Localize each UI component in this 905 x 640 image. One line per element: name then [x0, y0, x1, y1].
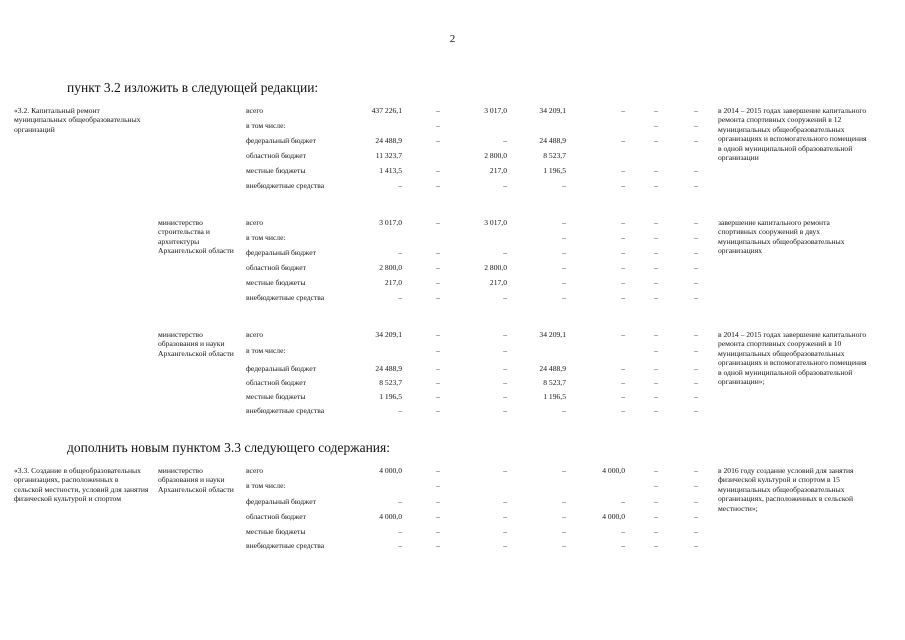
row-label: в том числе: — [246, 481, 286, 490]
row-value-c5: – — [621, 330, 625, 339]
row-value-c7: – — [694, 497, 698, 506]
row-value-c5: – — [621, 136, 625, 145]
row-value-c2: – — [436, 392, 440, 401]
row-value-c3: 2 800,0 — [484, 263, 507, 272]
row-value-c2: – — [436, 497, 440, 506]
row-value-c6: – — [654, 392, 658, 401]
row-value-c3: – — [503, 346, 507, 355]
row-value-c3: – — [503, 293, 507, 302]
row-label: в том числе: — [246, 233, 286, 242]
row-value-c3: – — [503, 541, 507, 550]
row-label: внебюджетные средства — [246, 293, 325, 302]
row-label: федеральный бюджет — [246, 364, 316, 373]
row-value-c2: – — [436, 136, 440, 145]
row-value-c3: – — [503, 466, 507, 475]
section-3-3-executor: министерство образования и науки Архангельской области — [158, 466, 234, 494]
row-value-c5: – — [621, 218, 625, 227]
row-value-c4: 8 523,7 — [543, 151, 566, 160]
row-value-c2: – — [436, 527, 440, 536]
row-value-c2: – — [436, 166, 440, 175]
row-value-c5: – — [621, 106, 625, 115]
row-value-c1: – — [398, 406, 402, 415]
row-value-c6: – — [654, 527, 658, 536]
row-value-c1: 34 209,1 — [375, 330, 402, 339]
row-value-c4: – — [562, 263, 566, 272]
row-label: областной бюджет — [246, 378, 306, 387]
heading-item-3-3: дополнить новым пунктом 3.3 следующего содержания: — [67, 440, 390, 455]
row-label: внебюджетные средства — [246, 541, 325, 550]
row-value-c4: – — [562, 527, 566, 536]
row-value-c6: – — [654, 541, 658, 550]
row-value-c3: 3 017,0 — [484, 106, 507, 115]
row-value-c4: – — [562, 512, 566, 521]
row-value-c3: – — [503, 406, 507, 415]
row-value-c5: – — [621, 293, 625, 302]
row-value-c6: – — [654, 166, 658, 175]
row-value-c7: – — [694, 481, 698, 490]
row-value-c6: – — [654, 512, 658, 521]
row-value-c1: 1 413,5 — [379, 166, 402, 175]
row-value-c1: – — [398, 293, 402, 302]
row-label: всего — [246, 218, 264, 227]
row-value-c4: 1 196,5 — [543, 392, 566, 401]
row-label: местные бюджеты — [246, 527, 306, 536]
row-label: всего — [246, 330, 264, 339]
row-value-c1: 4 000,0 — [379, 512, 402, 521]
row-value-c2: – — [436, 364, 440, 373]
row-value-c4: 24 488,9 — [539, 136, 566, 145]
row-value-c3: – — [503, 248, 507, 257]
row-value-c6: – — [654, 218, 658, 227]
row-label: областной бюджет — [246, 263, 306, 272]
row-value-c6: – — [654, 466, 658, 475]
row-value-c6: – — [654, 248, 658, 257]
row-value-c5: – — [621, 364, 625, 373]
row-value-c7: – — [694, 248, 698, 257]
row-value-c5: – — [621, 378, 625, 387]
row-value-c5: – — [621, 527, 625, 536]
row-value-c4: 34 209,1 — [539, 106, 566, 115]
row-value-c1: 24 488,9 — [375, 136, 402, 145]
row-value-c3: – — [503, 527, 507, 536]
row-label: внебюджетные средства — [246, 406, 325, 415]
row-value-c2: – — [436, 263, 440, 272]
row-value-c7: – — [694, 466, 698, 475]
section-3-2-result: в 2014 – 2015 годах завершение капитального ремонта спортивных сооружений в 12 муниципальных общеобразовательных организациях и вспомогательного помещения в одной муниципальной образовательной организации — [718, 106, 867, 163]
row-value-c6: – — [654, 121, 658, 130]
row-value-c2: – — [436, 248, 440, 257]
row-label: федеральный бюджет — [246, 136, 316, 145]
row-value-c4: 34 209,1 — [539, 330, 566, 339]
row-value-c1: 2 800,0 — [379, 263, 402, 272]
row-value-c6: – — [654, 346, 658, 355]
row-value-c1: – — [398, 527, 402, 536]
row-value-c6: – — [654, 233, 658, 242]
section-3-3-result: в 2016 году создание условий для занятия физической культурой и спортом в 15 муниципальных общеобразовательных организациях, расположенных в сельской местности»; — [718, 466, 854, 513]
row-value-c2: – — [436, 466, 440, 475]
row-value-c5: – — [621, 166, 625, 175]
row-value-c6: – — [654, 497, 658, 506]
row-value-c2: – — [436, 378, 440, 387]
page-number: 2 — [449, 33, 456, 45]
row-value-c6: – — [654, 278, 658, 287]
row-value-c7: – — [694, 278, 698, 287]
row-value-c7: – — [694, 233, 698, 242]
row-value-c6: – — [654, 181, 658, 190]
row-value-c4: – — [562, 181, 566, 190]
row-value-c1: 8 523,7 — [379, 378, 402, 387]
row-value-c7: – — [694, 330, 698, 339]
row-value-c4: – — [562, 278, 566, 287]
row-value-c7: – — [694, 406, 698, 415]
row-value-c1: 217,0 — [384, 278, 402, 287]
section-3-2-a-executor: министерство строительства и архитектуры Архангельской области — [158, 218, 234, 256]
row-value-c7: – — [694, 293, 698, 302]
row-value-c5: – — [621, 263, 625, 272]
row-value-c4: – — [562, 293, 566, 302]
row-value-c7: – — [694, 541, 698, 550]
row-value-c2: – — [436, 121, 440, 130]
row-value-c7: – — [694, 346, 698, 355]
row-value-c4: – — [562, 466, 566, 475]
row-value-c4: 8 523,7 — [543, 378, 566, 387]
row-label: в том числе: — [246, 121, 286, 130]
section-3-3-title: «3.3. Создание в общеобразовательных организациях, расположенных в сельской местности, условий для занятия физической культурой и спортом — [14, 466, 149, 504]
row-value-c1: – — [398, 497, 402, 506]
row-value-c4: 24 488,9 — [539, 364, 566, 373]
row-value-c6: – — [654, 263, 658, 272]
row-value-c3: – — [503, 136, 507, 145]
row-value-c7: – — [694, 392, 698, 401]
row-value-c6: – — [654, 406, 658, 415]
row-value-c4: – — [562, 218, 566, 227]
row-value-c7: – — [694, 263, 698, 272]
row-label: всего — [246, 106, 264, 115]
row-value-c7: – — [694, 527, 698, 536]
row-value-c6: – — [654, 293, 658, 302]
row-value-c3: 2 800,0 — [484, 151, 507, 160]
row-value-c2: – — [436, 512, 440, 521]
row-value-c7: – — [694, 218, 698, 227]
row-value-c5: – — [621, 181, 625, 190]
row-value-c4: – — [562, 541, 566, 550]
row-value-c7: – — [694, 378, 698, 387]
row-value-c3: – — [503, 181, 507, 190]
row-value-c3: 217,0 — [489, 166, 507, 175]
row-value-c6: – — [654, 364, 658, 373]
heading-item-3-2: пункт 3.2 изложить в следующей редакции: — [67, 80, 319, 95]
row-value-c3: – — [503, 330, 507, 339]
row-value-c4: – — [562, 248, 566, 257]
row-value-c7: – — [694, 136, 698, 145]
row-value-c2: – — [436, 278, 440, 287]
row-label: местные бюджеты — [246, 392, 306, 401]
row-value-c3: 3 017,0 — [484, 218, 507, 227]
row-value-c2: – — [436, 541, 440, 550]
row-value-c5: – — [621, 497, 625, 506]
row-value-c6: – — [654, 378, 658, 387]
row-value-c2: – — [436, 346, 440, 355]
row-value-c5: 4 000,0 — [602, 512, 625, 521]
row-value-c1: 11 323,7 — [375, 151, 402, 160]
row-value-c4: – — [562, 233, 566, 242]
section-3-2-title: «3.2. Капитальный ремонт муниципальных общеобразовательных организаций — [14, 106, 141, 134]
row-value-c2: – — [436, 481, 440, 490]
row-value-c3: 217,0 — [489, 278, 507, 287]
row-value-c1: – — [398, 541, 402, 550]
row-value-c4: – — [562, 497, 566, 506]
row-value-c5: – — [621, 278, 625, 287]
row-label: федеральный бюджет — [246, 248, 316, 257]
row-value-c5: 4 000,0 — [602, 466, 625, 475]
row-value-c7: – — [694, 121, 698, 130]
section-3-2-b-result: в 2014 – 2015 годах завершение капитального ремонта спортивных сооружений в 10 муниципальных общеобразовательных организациях и вспомогательного помещения в одной муниципальной образовательной организации»; — [718, 330, 867, 387]
row-value-c6: – — [654, 481, 658, 490]
row-value-c1: 437 226,1 — [371, 106, 402, 115]
row-value-c5: – — [621, 392, 625, 401]
row-value-c5: – — [621, 248, 625, 257]
row-value-c3: – — [503, 497, 507, 506]
row-value-c4: 1 196,5 — [543, 166, 566, 175]
row-value-c1: 3 017,0 — [379, 218, 402, 227]
row-value-c2: – — [436, 218, 440, 227]
row-label: всего — [246, 466, 264, 475]
row-value-c6: – — [654, 106, 658, 115]
row-value-c1: 4 000,0 — [379, 466, 402, 475]
row-value-c3: – — [503, 364, 507, 373]
row-value-c1: 24 488,9 — [375, 364, 402, 373]
row-value-c7: – — [694, 166, 698, 175]
row-value-c1: 1 196,5 — [379, 392, 402, 401]
row-label: местные бюджеты — [246, 166, 306, 175]
row-value-c2: – — [436, 181, 440, 190]
row-value-c1: – — [398, 248, 402, 257]
row-value-c1: – — [398, 181, 402, 190]
row-label: местные бюджеты — [246, 278, 306, 287]
row-label: в том числе: — [246, 346, 286, 355]
row-value-c5: – — [621, 541, 625, 550]
row-value-c6: – — [654, 136, 658, 145]
row-value-c3: – — [503, 378, 507, 387]
row-value-c7: – — [694, 512, 698, 521]
row-value-c5: – — [621, 406, 625, 415]
row-value-c2: – — [436, 330, 440, 339]
row-value-c4: – — [562, 406, 566, 415]
row-label: внебюджетные средства — [246, 181, 325, 190]
row-value-c5: – — [621, 233, 625, 242]
row-value-c6: – — [654, 330, 658, 339]
row-value-c7: – — [694, 364, 698, 373]
row-value-c3: – — [503, 512, 507, 521]
row-value-c2: – — [436, 293, 440, 302]
row-value-c2: – — [436, 406, 440, 415]
row-value-c7: – — [694, 181, 698, 190]
row-value-c7: – — [694, 106, 698, 115]
row-value-c3: – — [503, 392, 507, 401]
row-label: областной бюджет — [246, 151, 306, 160]
row-label: федеральный бюджет — [246, 497, 316, 506]
row-value-c2: – — [436, 106, 440, 115]
row-label: областной бюджет — [246, 512, 306, 521]
section-3-2-b-executor: министерство образования и науки Архангельской области — [158, 330, 234, 358]
section-3-2-a-result: завершение капитального ремонта спортивных сооружений в двух муниципальных общеобразовательных организациях — [718, 218, 845, 256]
